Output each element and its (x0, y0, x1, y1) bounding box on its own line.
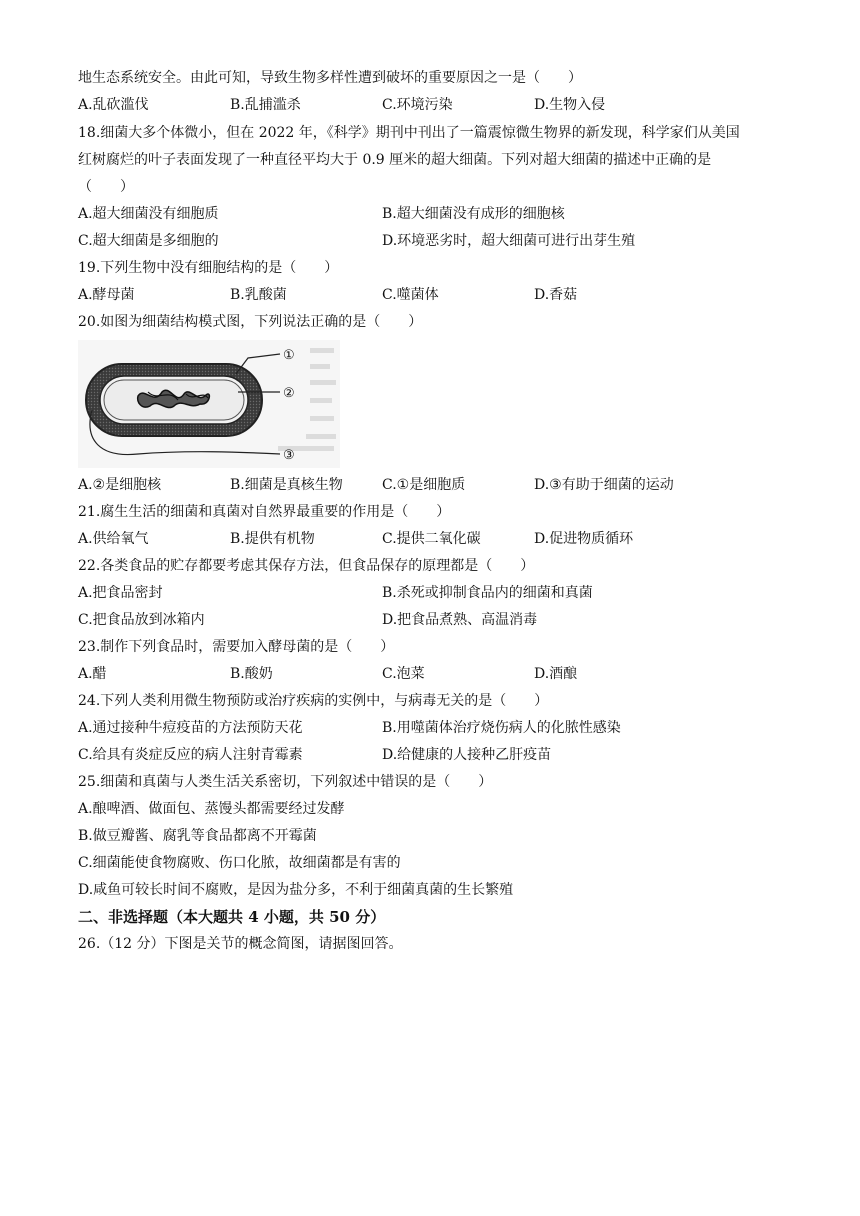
q19-option-c: C.噬菌体 (382, 287, 439, 303)
q21-option-b: B.提供有机物 (230, 531, 315, 547)
q21-option-a: A.供给氧气 (78, 531, 149, 547)
q23-option-a: A.醋 (78, 666, 107, 682)
q20-option-d: D.③有助于细菌的运动 (534, 477, 674, 493)
q25-option-a: A.酿啤酒、做面包、蒸馒头都需要经过发酵 (78, 801, 345, 817)
q20-stem: 20.如图为细菌结构模式图，下列说法正确的是（ ） (78, 314, 423, 330)
q24-option-a: A.通过接种牛痘疫苗的方法预防天花 (78, 720, 303, 736)
q18-option-b: B.超大细菌没有成形的细胞核 (382, 206, 565, 222)
q25-option-b: B.做豆瓣酱、腐乳等食品都离不开霉菌 (78, 828, 317, 844)
section-2-title: 二、非选择题（本大题共 4 小题，共 50 分） (78, 908, 386, 926)
q18-stem-line-2: 红树腐烂的叶子表面发现了一种直径平均大于 0.9 厘米的超大细菌。下列对超大细菌的描述中正确的是 (78, 152, 712, 168)
q25-stem: 25.细菌和真菌与人类生活关系密切，下列叙述中错误的是（ ） (78, 774, 493, 790)
q21-option-c: C.提供二氧化碳 (382, 531, 481, 547)
q17-option-b: B.乱捕滥杀 (230, 97, 301, 113)
q22-option-a: A.把食品密封 (78, 585, 163, 601)
q21-option-d: D.促进物质循环 (534, 531, 634, 547)
q22-stem: 22.各类食品的贮存都要考虑其保存方法，但食品保存的原理都是（ ） (78, 558, 535, 574)
q24-option-d: D.给健康的人接种乙肝疫苗 (382, 747, 552, 763)
q18-stem-line-3: （ ） (78, 179, 134, 195)
figure-label-2: ② (283, 386, 295, 401)
figure-label-1: ① (283, 348, 295, 363)
q18-stem-line-1: 18.细菌大多个体微小，但在 2022 年，《科学》期刊中刊出了一篇震惊微生物界的新发现，科学家们从美国 (78, 125, 740, 141)
q23-option-d: D.酒酿 (534, 666, 578, 682)
q24-option-b: B.用噬菌体治疗烧伤病人的化脓性感染 (382, 720, 621, 736)
q18-option-d: D.环境恶劣时，超大细菌可进行出芽生殖 (382, 233, 636, 249)
q20-option-a: A.②是细胞核 (78, 477, 162, 493)
q19-option-b: B.乳酸菌 (230, 287, 287, 303)
q25-option-c: C.细菌能使食物腐败、伤口化脓，故细菌都是有害的 (78, 855, 401, 871)
q19-stem: 19.下列生物中没有细胞结构的是（ ） (78, 260, 339, 276)
q23-stem: 23.制作下列食品时，需要加入酵母菌的是（ ） (78, 639, 395, 655)
q22-option-c: C.把食品放到冰箱内 (78, 612, 205, 628)
q22-option-b: B.杀死或抑制食品内的细菌和真菌 (382, 585, 593, 601)
q17-option-a: A.乱砍滥伐 (78, 97, 149, 113)
q24-option-c: C.给具有炎症反应的病人注射青霉素 (78, 747, 303, 763)
q23-option-c: C.泡菜 (382, 666, 425, 682)
q18-option-c: C.超大细菌是多细胞的 (78, 233, 219, 249)
q17-option-d: D.生物入侵 (534, 97, 606, 113)
figure-label-3: ③ (283, 448, 295, 463)
q21-stem: 21.腐生生活的细菌和真菌对自然界最重要的作用是（ ） (78, 504, 451, 520)
q20-option-b: B.细菌是真核生物 (230, 477, 343, 493)
bacterium-structure-figure (78, 340, 340, 468)
intro-line: 地生态系统安全。由此可知，导致生物多样性遭到破坏的重要原因之一是（ ） (78, 70, 582, 86)
q24-stem: 24.下列人类利用微生物预防或治疗疾病的实例中，与病毒无关的是（ ） (78, 693, 549, 709)
q19-option-d: D.香菇 (534, 287, 578, 303)
q19-option-a: A.酵母菌 (78, 287, 135, 303)
q20-option-c: C.①是细胞质 (382, 477, 466, 493)
q22-option-d: D.把食品煮熟、高温消毒 (382, 612, 538, 628)
q26-stem: 26.（12 分）下图是关节的概念简图，请据图回答。 (78, 936, 403, 952)
q25-option-d: D.咸鱼可较长时间不腐败，是因为盐分多，不利于细菌真菌的生长繁殖 (78, 882, 514, 898)
q18-option-a: A.超大细菌没有细胞质 (78, 206, 219, 222)
q17-option-c: C.环境污染 (382, 97, 453, 113)
q23-option-b: B.酸奶 (230, 666, 273, 682)
